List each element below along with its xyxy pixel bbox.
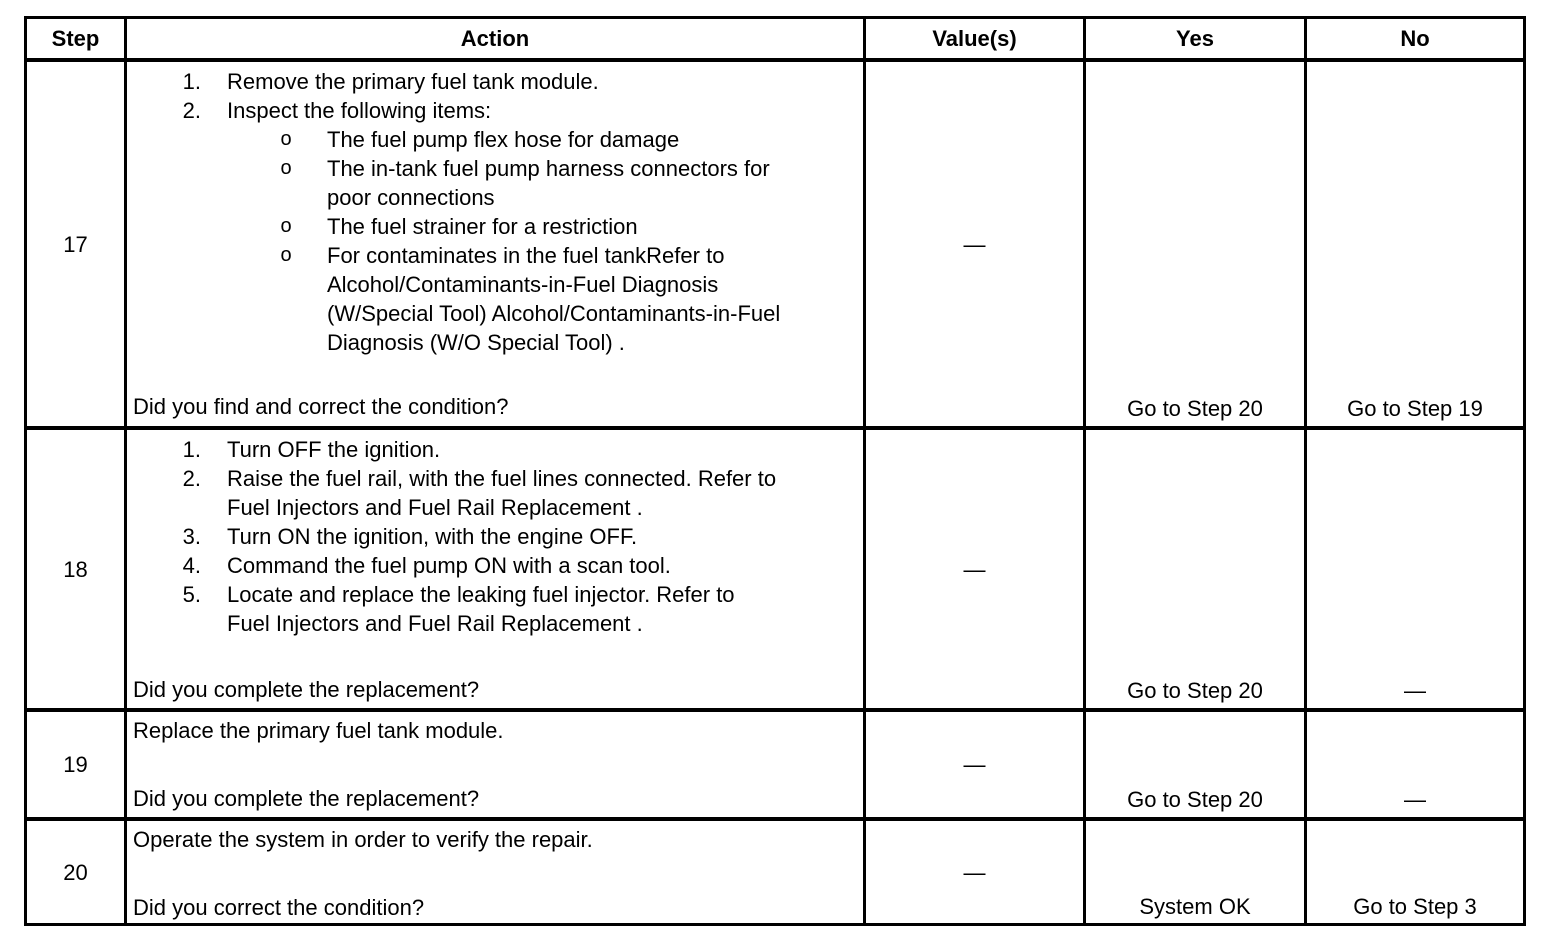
no-cell: Go to Step 19	[1347, 396, 1483, 421]
yes-cell: Go to Step 20	[1127, 678, 1263, 703]
sub-list-item: o The in-tank fuel pump harness connectors for poor connections	[280, 156, 770, 210]
list-item: 2. Inspect the following items:	[182, 98, 492, 123]
instruction-text: Operate the system in order to verify the repair.	[133, 827, 593, 852]
step-number: 18	[63, 556, 88, 582]
instruction-text: Replace the primary fuel tank module.	[133, 718, 504, 743]
header-yes: Yes	[1176, 26, 1214, 51]
header-step: Step	[51, 26, 100, 51]
value-cell: —	[963, 859, 986, 885]
action-cell	[127, 67, 863, 426]
no-cell: Go to Step 3	[1353, 894, 1477, 919]
action-cell	[127, 435, 863, 708]
step-number: 20	[63, 859, 88, 885]
question-text: Did you find and correct the condition?	[133, 394, 509, 419]
list-item: 5. Locate and replace the leaking fuel injector. Refer to Fuel Injectors and Fuel Rail Replacement .	[182, 582, 735, 636]
action-cell	[127, 712, 863, 817]
no-cell: —	[1404, 787, 1426, 812]
no-cell: —	[1404, 678, 1426, 703]
header-action: Action	[460, 26, 530, 51]
header-no: No	[1400, 26, 1430, 51]
yes-cell: Go to Step 20	[1127, 787, 1263, 812]
diagnostic-table	[24, 16, 1526, 926]
question-text: Did you complete the replacement?	[133, 677, 480, 702]
value-cell: —	[963, 556, 986, 582]
list-item: 4. Command the fuel pump ON with a scan tool.	[182, 553, 671, 578]
action-cell	[127, 821, 863, 923]
sub-list-item: o The fuel pump flex hose for damage	[280, 127, 680, 152]
list-item: 1. Remove the primary fuel tank module.	[182, 69, 599, 94]
question-text: Did you correct the condition?	[133, 895, 425, 920]
value-cell: —	[963, 231, 986, 257]
question-text: Did you complete the replacement?	[133, 786, 480, 811]
step-number: 19	[63, 752, 88, 777]
header-values: Value(s)	[932, 26, 1017, 51]
list-item: 1. Turn OFF the ignition.	[182, 437, 441, 462]
yes-cell: System OK	[1139, 894, 1251, 919]
step-number: 17	[63, 231, 88, 257]
list-item: 2. Raise the fuel rail, with the fuel lines connected. Refer to Fuel Injectors and Fuel Rail Replacement .	[182, 466, 777, 520]
sub-list-item: o The fuel strainer for a restriction	[280, 214, 638, 239]
list-item: 3. Turn ON the ignition, with the engine OFF.	[182, 524, 638, 549]
sub-list-item: o For contaminates in the fuel tankRefer to Alcohol/Contaminants-in-Fuel Diagnosis (W/Special Tool) Alcohol/Contaminants-in-Fuel Diagnosis (W/O Special Tool) .	[280, 243, 781, 355]
yes-cell: Go to Step 20	[1127, 396, 1263, 421]
value-cell: —	[963, 752, 986, 777]
